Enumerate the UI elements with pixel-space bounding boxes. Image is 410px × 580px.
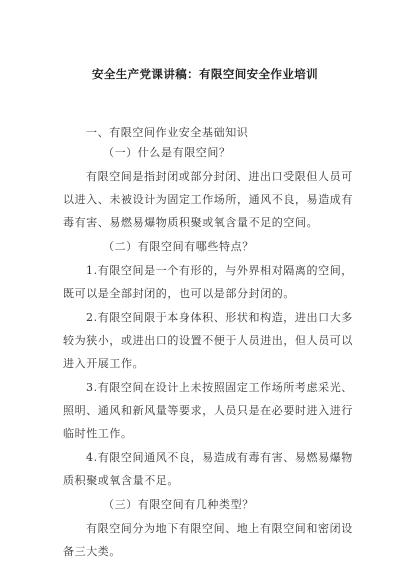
- paragraph-line: 临时性工作。: [63, 427, 133, 440]
- paragraph-line: 4.有限空间通风不良，易造成有毒有害、易燃易爆物: [86, 451, 353, 464]
- paragraph-line: 照明、通风和新风量等要求，人员只是在必要时进入进行: [63, 404, 353, 417]
- paragraph-line: 2.有限空间限于本身体积、形状和构造，进出口大多: [86, 311, 353, 324]
- subheading-types: （三）有限空间有几种类型？: [103, 498, 254, 511]
- subheading-features: （二）有限空间有哪些特点？: [103, 240, 254, 253]
- paragraph-line: 既可以是全部封闭的，也可以是部分封闭的。: [63, 287, 295, 300]
- paragraph-line: 3.有限空间在设计上未按照固定工作场所考虑采光、: [86, 381, 353, 394]
- subheading-what-is: （一）什么是有限空间？: [103, 146, 231, 159]
- paragraph-line: 有限空间分为地下有限空间、地上有限空间和密闭设: [86, 522, 353, 535]
- paragraph-line: 质积聚或氧含量不足。: [63, 474, 179, 487]
- paragraph-line: 有限空间是指封闭或部分封闭、进出口受限但人员可: [86, 170, 353, 183]
- section-heading-basics: 一、有限空间作业安全基础知识: [86, 126, 249, 139]
- paragraph-line: 1.有限空间是一个有形的，与外界相对隔离的空间，: [86, 264, 353, 277]
- paragraph-line: 较为狭小，或进出口的设置不便于人员进出，但人员可以: [63, 334, 353, 347]
- paragraph-line: 进入开展工作。: [63, 357, 145, 370]
- paragraph-line: 以进入、未被设计为固定工作场所，通风不良，易造成有: [63, 193, 353, 206]
- document-title: 安全生产党课讲稿：有限空间安全作业培训: [91, 67, 319, 81]
- paragraph-line: 毒有害、易燃易爆物质积聚或氧含量不足的空间。: [63, 216, 319, 229]
- paragraph-line: 备三大类。: [63, 545, 121, 558]
